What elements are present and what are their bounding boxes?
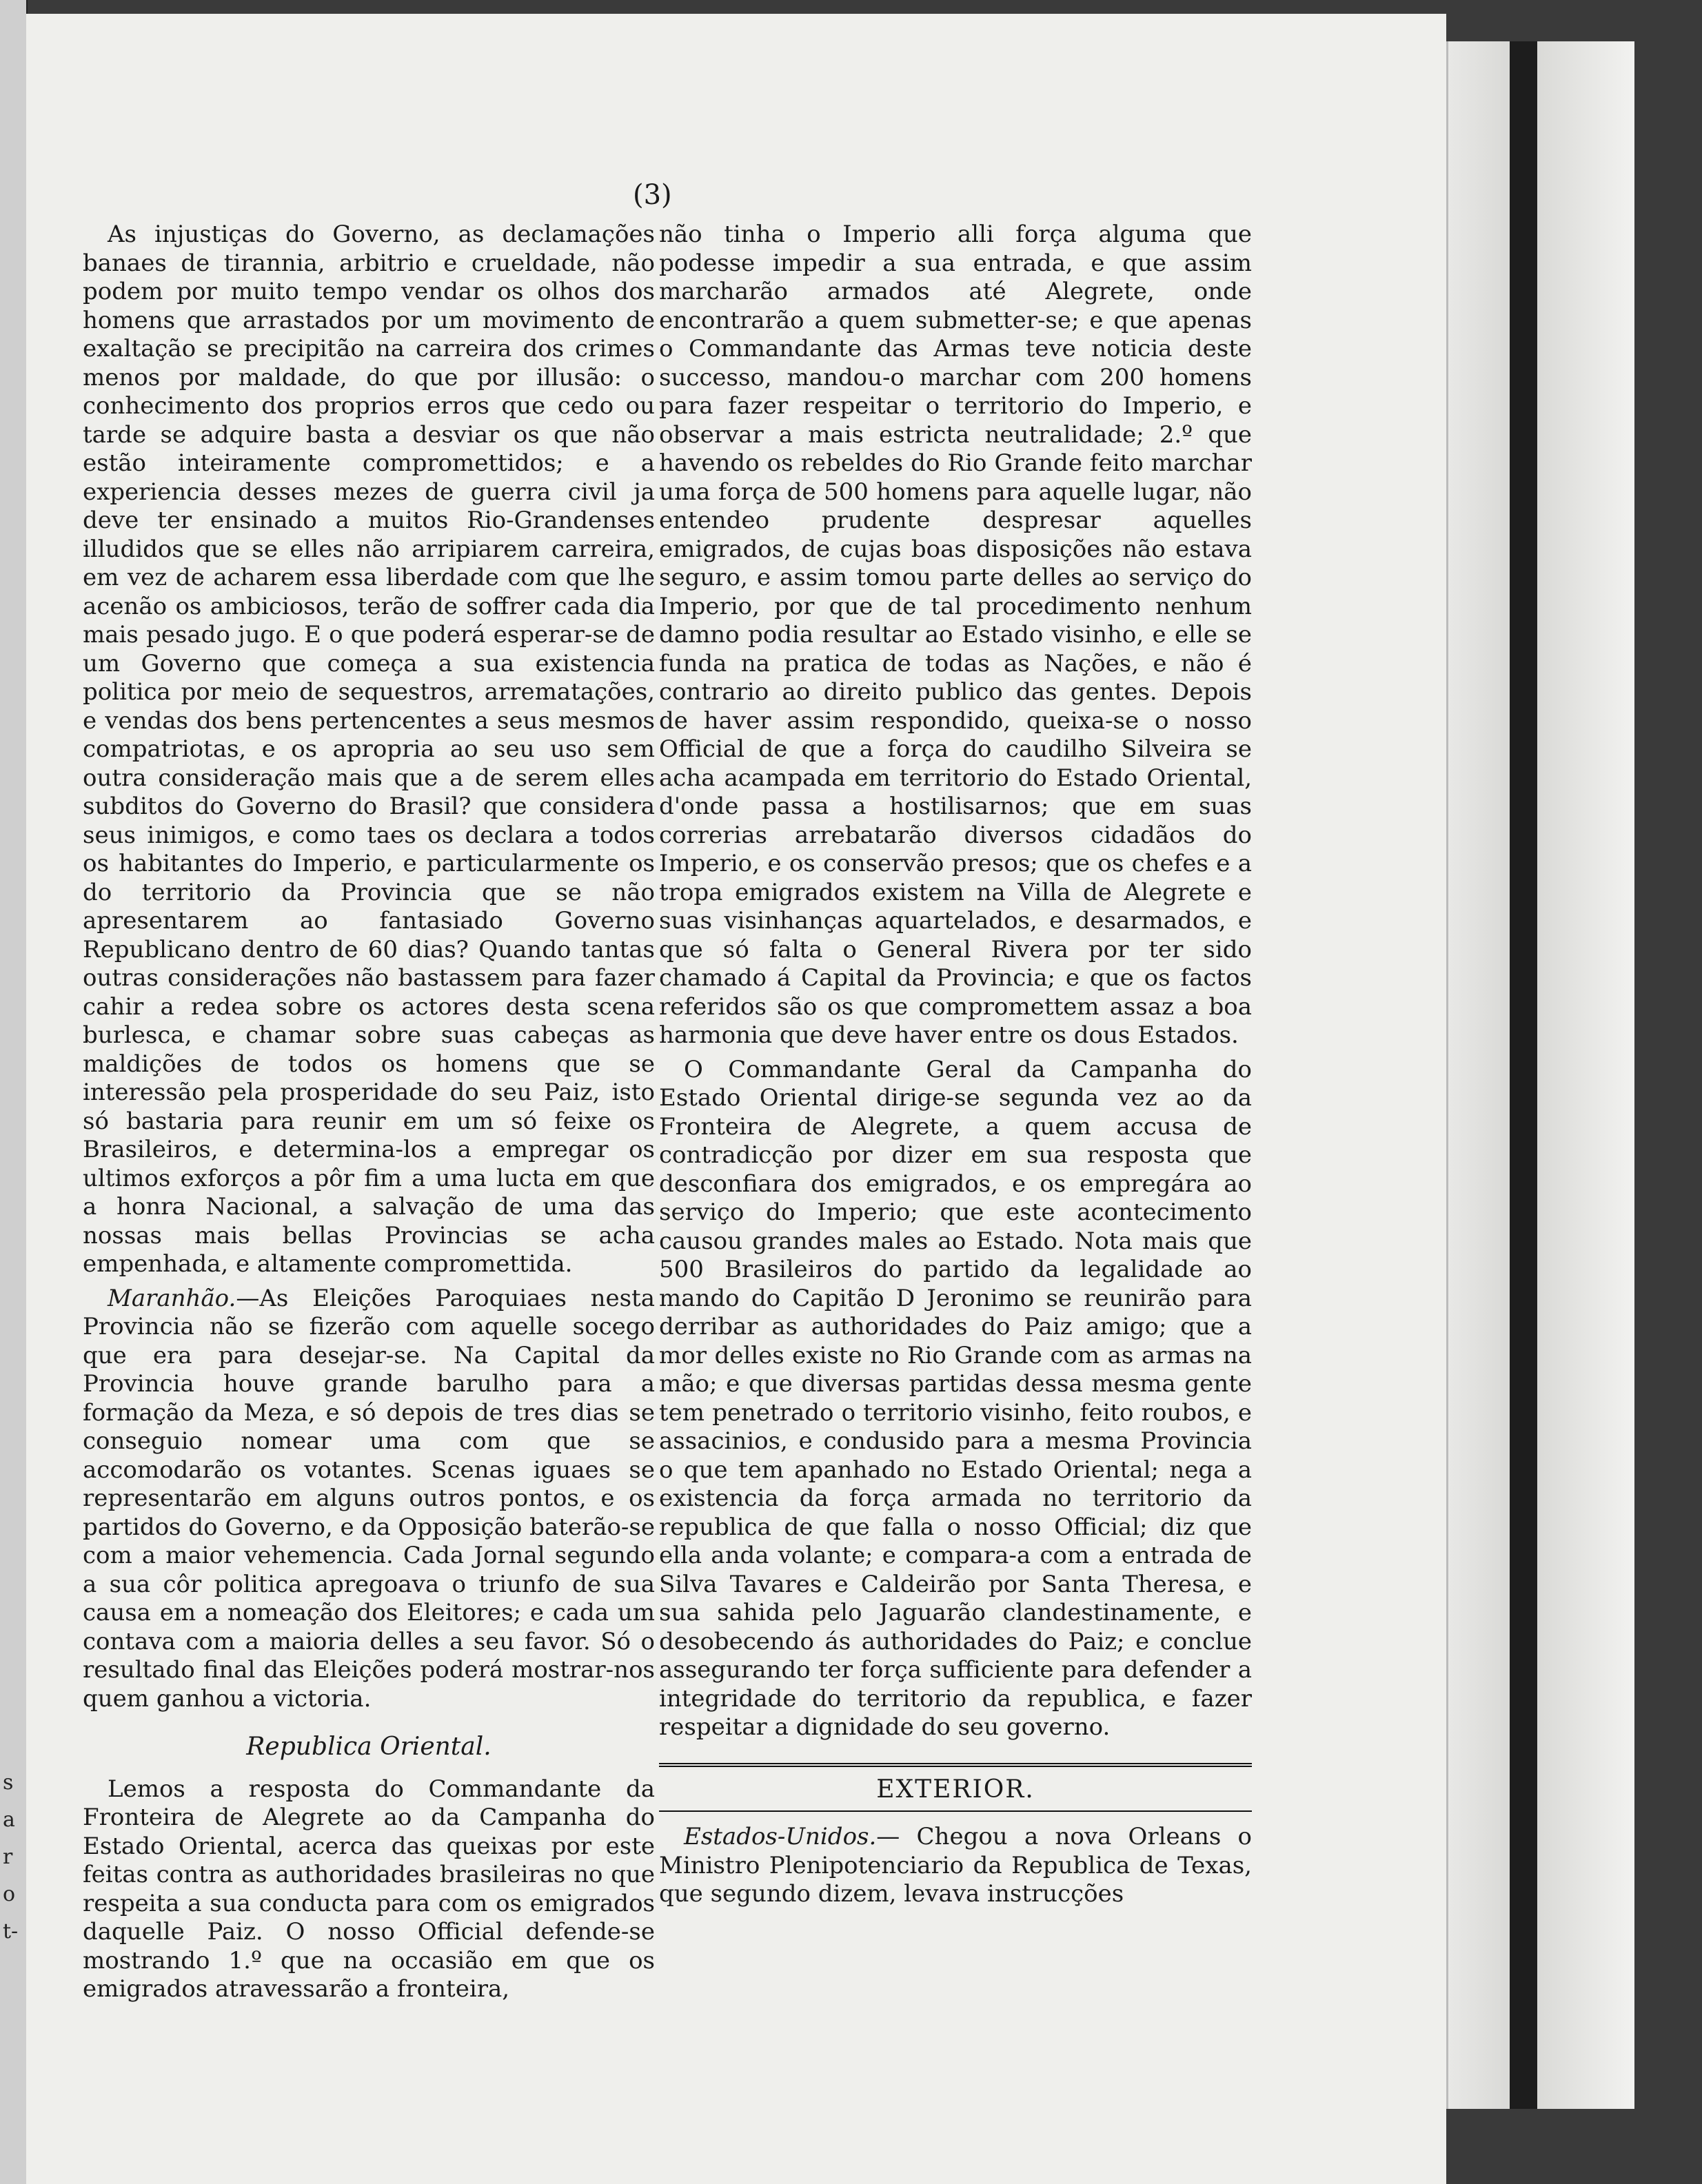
right-column [659,221,1252,1909]
book-cover-edge [1510,41,1537,2109]
article-continuation: não tinha o Imperio alli força alguma que podesse impedir a sua entrada, e que assim marcharão armados até Alegrete, onde encontrarão a quem submetter-se; e que apenas o Commandante das Armas teve noticia deste successo, mandou-o marchar com 200 homens para fazer respeitar o territorio do Imperio, e observar a mais estricta neutralidade; 2.º que havendo os rebeldes do Rio Grande feito marchar uma força de 500 homens para aquelle lugar, não entendeo prudente despresar aquelles emigrados, de cujas boas disposições não estava seguro, e assim tomou parte delles ao serviço do Imperio, por que de tal procedimento nenhum damno podia resultar ao Estado visinho, e elle se funda na pratica de todas as Nações, e não é contrario ao direito publico das gentes. Depois de haver assim respondido, queixa-se o nosso Official de que a força do caudilho Silveira se acha acampada em territorio do Estado Oriental, d'onde passa a hostilisarnos; que em suas correrias arrebatarão diversos cidadãos do Imperio, e os conservão presos; que os chefes e a tropa emigrados existem na Villa de Alegrete e suas visinhanças aquartelados, e desarmados, e que só falta o General Rivera por ter sido chamado á Capital da Provincia; e que os factos referidos são os que compromettem assaz a boa harmonia que deve haver entre os dous Estados. [659,221,1252,1049]
adjacent-page-text-fragments: s a r o t- [3,1770,19,1943]
newspaper-page [26,14,1446,2184]
section-divider [659,1763,1252,1767]
article-paragraph: O Commandante Geral da Campanha do Estado Oriental dirige-se segunda vez ao da Fronteira de Alegrete, a quem accusa de contradicção por dizer em sua resposta que desconfiara dos emigrados, e os empregára ao serviço do Imperio; que este acontecimento causou grandes males ao Estado. Nota mais que 500 Brasileiros do partido da legalidade ao mando do Capitão D Jeronimo se reunirão para derribar as authoridades do Paiz amigo; que a mor delles existe no Rio Grande com as armas na mão; e que diversas partidas dessa mesma gente tem penetrado o territorio visinho, feito roubos, e assacinios, e condusido para a mesma Provincia o que tem apanhado no Estado Oriental; nega a existencia da força armada no territorio da republica de que falla o nosso Official; diz que ella anda volante; e compara-a com a entrada de Silva Tavares e Caldeirão por Santa Theresa, e sua sahida pelo Jaguarão clandestinamente, e desobecendo ás authoridades do Paiz; e conclue assegurando ter força sufficiente para defender a integridade do territorio da republica, e fazer respeitar a dignidade do seu governo. [659,1055,1252,1741]
left-column [83,221,655,2004]
page-number: (3) [633,179,672,211]
article-paragraph: As injustiças do Governo, as declamações banaes de tirannia, arbitrio e crueldade, não podem por muito tempo vendar os olhos dos homens que arrastados por um movimento de exaltação se precipitão na carreira dos crimes menos por maldade, do que por illusão: o conhecimento dos proprios erros que cedo ou tarde se adquire basta a desviar os que não estão inteiramente compromettidos; e a experiencia desses mezes de guerra civil ja deve ter ensinado a muitos Rio-Grandenses illudidos que se elles não arripiarem carreira, em vez de acharem essa liberdade com que lhe acenão os ambiciosos, terão de soffrer cada dia mais pesado jugo. E o que poderá esperar-se de um Governo que começa a sua existencia politica por meio de sequestros, arrematações, e vendas dos bens pertencentes a seus mesmos compatriotas, e os apropria ao seu uso sem outra consideração mais que a de serem elles subditos do Governo do Brasil? que considera seus inimigos, e como taes os declara a todos os habitantes do Imperio, e particularmente os do territorio da Provincia que se não apresentarem ao fantasiado Governo Republicano dentro de 60 dias? Quando tantas outras considerações não bastassem para fazer cahir a redea sobre os actores desta scena burlesca, e chamar sobre suas cabeças as maldições de todos os homens que se interessão pela prosperidade do seu Paiz, isto só bastaria para reunir em um só feixe os Brasileiros, e determina-los a empregar os ultimos exforços a pôr fim a uma lucta em que a honra Nacional, a salvação de uma das nossas mais bellas Provincias se acha empenhada, e altamente compromettida. [83,221,655,1278]
book-page-stack [1446,41,1634,2109]
maranhao-lead: Maranhão. [108,1284,236,1312]
estados-unidos-lead: Estados-Unidos. [684,1823,877,1850]
section-divider-thin [659,1810,1252,1812]
estados-unidos-paragraph [659,1823,1252,1909]
maranhao-paragraph [83,1285,655,1714]
republica-oriental-paragraph: Lemos a resposta do Commandante da Fronteira de Alegrete ao da Campanha do Estado Oriental, acerca das queixas por este feitas contra as authoridades brasileiras no que respeita a sua conducta para com os emigrados daquelle Paiz. O nosso Official defende-se mostrando 1.º que na occasião em que os emigrados atravessarão a fronteira, [83,1775,655,2003]
estados-unidos-text: — Chegou a nova Orleans o Ministro Plenipotenciario da Republica de Texas, que segundo dizem, levava instrucções [659,1823,1252,1908]
section-title-republica-oriental: Republica Oriental. [246,1733,492,1761]
section-title-exterior: EXTERIOR. [876,1775,1035,1804]
adjacent-page-edge [0,0,28,2184]
maranhao-text: —As Eleições Paroquiaes nesta Provincia não se fizerão com aquelle socego que era para desejar-se. Na Capital da Provincia houve grande barulho para a formação da Meza, e só depois de tres dias se conseguio nomear uma com que se accomodarão os votantes. Scenas iguaes se representarão em alguns outros pontos, e os partidos do Governo, e da Opposição baterão-se com a maior vehemencia. Cada Jornal segundo a sua côr politica apregoava o triunfo de sua causa em a nomeação dos Eleitores; e cada um contava com a maioria delles a seu favor. Só o resultado final das Eleições poderá mostrar-nos quem ganhou a victoria. [83,1284,655,1713]
